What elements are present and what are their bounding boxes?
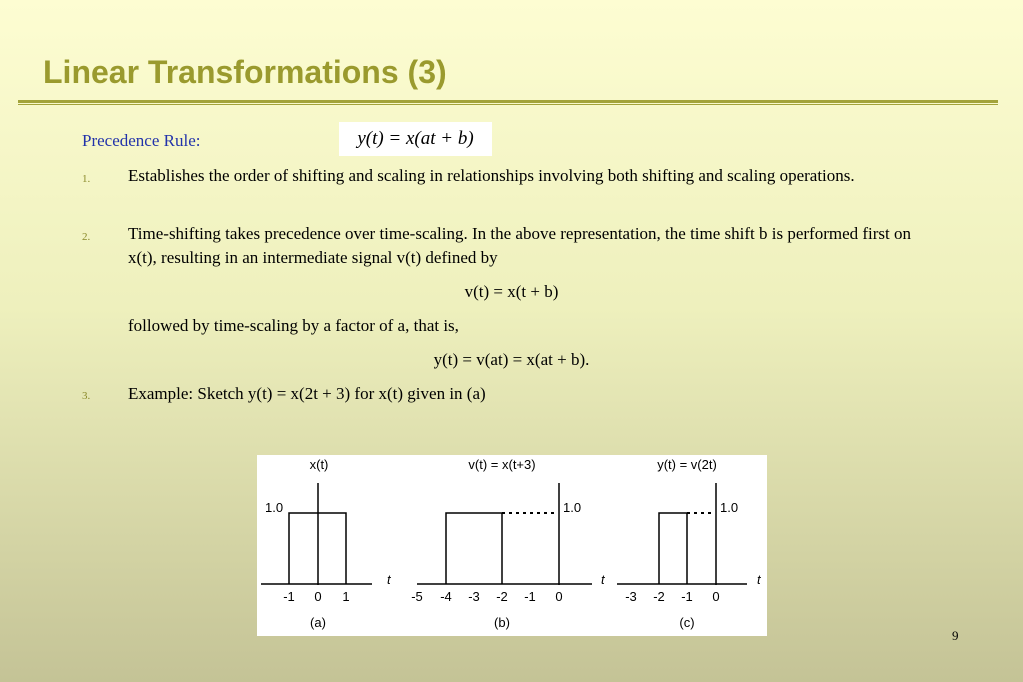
list-number-3: 3.: [82, 390, 91, 402]
precedence-rule-label: Precedence Rule:: [82, 131, 201, 150]
list-item-2-text: Time-shifting takes precedence over time-scaling. In the above representation, the time shift b is performed first on x(t), resulting in an intermediate signal v(t) defined by: [128, 224, 912, 267]
panel-c-title: y(t) = v(2t): [657, 457, 717, 472]
panel-c-tick: 0: [712, 589, 720, 604]
panel-b-axis-label: t: [601, 572, 605, 587]
panel-b-pulse: [446, 513, 502, 584]
panel-b-tick: -3: [468, 589, 480, 604]
signal-figure: [257, 455, 767, 636]
panel-a-tick: 1: [342, 589, 350, 604]
equation-v: v(t) = x(t + b): [464, 282, 559, 301]
signal-figure-svg: [257, 455, 767, 636]
panel-a: [261, 457, 392, 630]
panel-c-pulse: [659, 513, 687, 584]
panel-c: [617, 457, 762, 630]
precedence-formula: y(t) = x(at + b): [339, 122, 492, 156]
panel-c-tick: -1: [681, 589, 693, 604]
panel-b-caption: (b): [494, 615, 510, 630]
title-divider-thin: [18, 104, 998, 105]
list-item-3-text: Example: Sketch y(t) = x(2t + 3) for x(t) given in (a): [128, 384, 486, 403]
panel-c-axis-label: t: [757, 572, 761, 587]
panel-c-caption: (c): [679, 615, 695, 630]
panel-c-tick: -3: [625, 589, 637, 604]
panel-b-tick: -2: [496, 589, 508, 604]
title-divider: [18, 100, 998, 103]
list-number-1: 1.: [82, 173, 91, 185]
panel-c-amplitude-label: 1.0: [720, 500, 739, 515]
panel-b-tick: 0: [555, 589, 563, 604]
list-number-2: 2.: [82, 231, 91, 243]
panel-b-tick: -4: [440, 589, 452, 604]
panel-c-tick: -2: [653, 589, 665, 604]
panel-b-amplitude-label: 1.0: [563, 500, 582, 515]
panel-b-title: v(t) = x(t+3): [468, 457, 536, 472]
panel-a-amplitude-label: 1.0: [265, 500, 284, 515]
panel-a-title: x(t): [309, 457, 329, 472]
followed-by-text: followed by time-scaling by a factor of a, that is,: [128, 316, 459, 335]
panel-a-axis-label: t: [387, 572, 391, 587]
panel-a-caption: (a): [310, 615, 326, 630]
panel-b-tick: -5: [411, 589, 423, 604]
panel-a-tick: 0: [314, 589, 322, 604]
page-number: 9: [952, 628, 959, 643]
list-item-1-text: Establishes the order of shifting and scaling in relationships involving both shifting and scaling operations.: [128, 166, 855, 185]
equation-y: y(t) = v(at) = x(at + b).: [433, 350, 590, 369]
panel-b-tick: -1: [524, 589, 536, 604]
panel-b: [411, 457, 606, 630]
slide-title: Linear Transformations (3): [43, 54, 447, 90]
panel-a-tick: -1: [283, 589, 295, 604]
